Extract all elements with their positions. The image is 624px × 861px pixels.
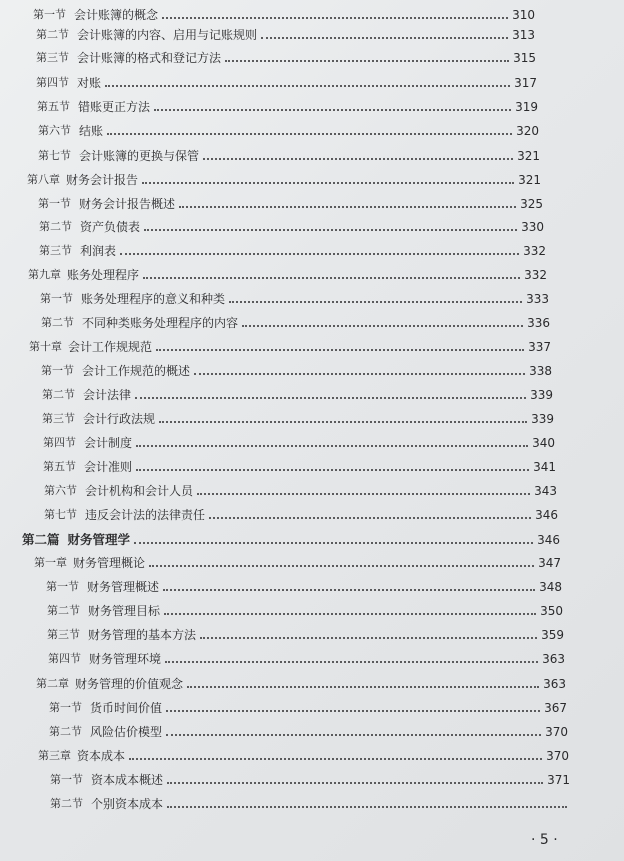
dot-leader [225, 60, 509, 62]
dot-leader [135, 397, 526, 399]
toc-entry-number: 第二篇 [22, 532, 60, 547]
toc-entry-number: 第一节 [49, 701, 82, 714]
toc-entry-page: 339 [530, 388, 553, 402]
toc-entry-section [37, 94, 538, 114]
toc-entry-section [43, 454, 556, 474]
toc-entry-section [36, 22, 535, 42]
toc-entry-number: 第三节 [36, 51, 69, 64]
toc-entry-page: 321 [517, 149, 540, 163]
toc-entry-number: 第二节 [50, 797, 83, 810]
dot-leader [187, 686, 539, 688]
toc-entry-title: 会计法律 [83, 388, 132, 402]
toc-entry-number: 第三节 [39, 244, 72, 257]
toc-entry-title: 财务管理概论 [73, 556, 146, 570]
toc-entry-part [22, 527, 560, 547]
toc-entry-number: 第一节 [33, 8, 66, 21]
dot-leader [149, 565, 534, 567]
toc-entry-section [46, 574, 562, 594]
dot-leader [162, 17, 508, 19]
toc-entry-title: 个别资本成本 [91, 797, 164, 811]
toc-entry-number: 第一节 [46, 580, 79, 593]
toc-entry-title: 财务管理学 [67, 532, 131, 547]
toc-entry-title: 财务会计报告概述 [79, 197, 176, 211]
toc-entry-page: 317 [514, 76, 537, 90]
dot-leader [167, 782, 543, 784]
toc-entry-number: 第二节 [41, 316, 74, 329]
toc-entry-page: 333 [526, 292, 549, 306]
toc-entry-page: 350 [540, 604, 563, 618]
toc-entry-section [48, 646, 565, 666]
toc-entry-page: 371 [547, 773, 570, 787]
toc-entry-section [38, 191, 543, 211]
toc-entry-page: 337 [528, 340, 551, 354]
toc-entry-number: 第二节 [36, 28, 69, 41]
toc-entry-title: 财务管理环境 [89, 652, 162, 666]
toc-entry-page: 325 [520, 197, 543, 211]
toc-entry-number: 第一节 [50, 773, 83, 786]
toc-entry-title: 会计账簿的格式和登记方法 [77, 51, 222, 65]
toc-entry-section [39, 238, 546, 258]
toc-entry-title: 会计工作规范的概述 [82, 364, 191, 378]
toc-entry-section [49, 695, 567, 715]
toc-entry-title: 会计制度 [84, 436, 133, 450]
toc-entry-number: 第十章 [29, 340, 62, 353]
toc-entry-section [40, 286, 549, 306]
toc-entry-page: 340 [532, 436, 555, 450]
toc-entry-section [42, 406, 554, 426]
toc-entry-page: 359 [541, 628, 564, 642]
toc-entry-title: 会计准则 [84, 460, 133, 474]
toc-entry-number: 第一节 [41, 364, 74, 377]
toc-entry-title: 财务管理目标 [88, 604, 161, 618]
dot-leader [194, 373, 525, 375]
toc-entry-section [36, 70, 537, 90]
toc-entry-title: 利润表 [80, 244, 117, 258]
toc-entry-title: 财务会计报告 [66, 173, 139, 187]
toc-entry-page: 347 [538, 556, 561, 570]
toc-entry-title: 会计账簿的更换与保管 [79, 149, 200, 163]
toc-entry-section [41, 310, 550, 330]
toc-entry-number: 第七节 [44, 508, 77, 521]
dot-leader [154, 109, 511, 111]
dot-leader [142, 182, 514, 184]
toc-entry-title: 对账 [77, 76, 102, 90]
dot-leader [134, 542, 533, 544]
dot-leader [197, 493, 530, 495]
toc-entry-chapter [27, 167, 541, 187]
toc-entry-page: 321 [518, 173, 541, 187]
toc-entry-page: 346 [537, 533, 560, 547]
toc-entry-number: 第七节 [38, 149, 71, 162]
dot-leader [159, 421, 527, 423]
dot-leader [167, 806, 567, 808]
toc-entry-page: 348 [539, 580, 562, 594]
toc-entry-section [44, 502, 558, 522]
toc-entry-section [33, 2, 535, 22]
dot-leader [200, 637, 537, 639]
toc-entry-chapter [34, 550, 561, 570]
dot-leader [166, 710, 540, 712]
dot-leader [163, 589, 535, 591]
toc-entry-title: 账务处理程序 [67, 268, 140, 282]
toc-entry-title: 财务管理的价值观念 [75, 677, 184, 691]
toc-entry-chapter [29, 334, 551, 354]
toc-entry-number: 第三节 [47, 628, 80, 641]
dot-leader [203, 158, 513, 160]
toc-entry-number: 第六节 [44, 484, 77, 497]
toc-entry-number: 第一节 [40, 292, 73, 305]
toc-entry-page: 343 [534, 484, 557, 498]
toc-entry-chapter [36, 671, 566, 691]
toc-entry-title: 会计行政法规 [83, 412, 156, 426]
dot-leader [107, 133, 512, 135]
toc-entry-title: 错账更正方法 [78, 100, 151, 114]
toc-entry-title: 风险估价模型 [90, 725, 163, 739]
dot-leader [165, 661, 538, 663]
dot-leader [136, 445, 528, 447]
toc-entry-section [43, 430, 555, 450]
toc-entry-section [44, 478, 557, 498]
toc-entry-page: 319 [515, 100, 538, 114]
toc-entry-title: 资本成本 [77, 749, 126, 763]
toc-entry-title: 财务管理概述 [87, 580, 160, 594]
dot-leader [209, 517, 531, 519]
toc-entry-title: 会计机构和会计人员 [85, 484, 194, 498]
toc-entry-title: 资产负债表 [80, 220, 141, 234]
toc-entry-section [39, 214, 544, 234]
toc-entry-number: 第二节 [39, 220, 72, 233]
toc-entry-title: 资本成本概述 [91, 773, 164, 787]
toc-entry-page: 315 [513, 51, 536, 65]
toc-entry-number: 第三章 [38, 749, 71, 762]
toc-entry-page: 370 [545, 725, 568, 739]
toc-entry-page: 363 [542, 652, 565, 666]
dot-leader [164, 613, 536, 615]
toc-entry-number: 第二节 [49, 725, 82, 738]
toc-entry-number: 第三节 [42, 412, 75, 425]
toc-entry-page: 339 [531, 412, 554, 426]
toc-entry-number: 第八章 [27, 173, 60, 186]
toc-entry-title: 结账 [79, 124, 104, 138]
dot-leader [179, 206, 516, 208]
toc-entry-title: 会计账簿的概念 [74, 8, 159, 22]
toc-entry-page: 367 [544, 701, 567, 715]
toc-entry-title: 账务处理程序的意义和种类 [81, 292, 226, 306]
page-number: · 5 · [531, 832, 558, 848]
toc-entry-page: 313 [512, 28, 535, 42]
toc-entry-title: 会计账簿的内容、启用与记账规则 [77, 28, 258, 42]
dot-leader [229, 301, 522, 303]
dot-leader [120, 253, 519, 255]
toc-entry-page: 336 [527, 316, 550, 330]
dot-leader [261, 37, 508, 39]
toc-entry-page: 341 [533, 460, 556, 474]
toc-entry-section [47, 598, 563, 618]
toc-entry-page: 330 [521, 220, 544, 234]
toc-entry-number: 第五节 [37, 100, 70, 113]
toc-entry-page: 370 [546, 749, 569, 763]
toc-entry-section [36, 45, 536, 65]
toc-entry-title: 货币时间价值 [90, 701, 163, 715]
toc-entry-page: 332 [524, 268, 547, 282]
toc-entry-title: 不同种类账务处理程序的内容 [82, 316, 239, 330]
toc-entry-number: 第一节 [38, 197, 71, 210]
toc-entry-section [50, 791, 571, 811]
toc-entry-page: 332 [523, 244, 546, 258]
dot-leader [156, 349, 524, 351]
toc-entry-title: 会计工作规规范 [68, 340, 153, 354]
toc-entry-number: 第二章 [36, 677, 69, 690]
toc-entry-number: 第六节 [38, 124, 71, 137]
toc-entry-number: 第四节 [36, 76, 69, 89]
toc-entry-number: 第四节 [48, 652, 81, 665]
toc-entry-number: 第二节 [47, 604, 80, 617]
dot-leader [242, 325, 523, 327]
toc-entry-number: 第一章 [34, 556, 67, 569]
toc-entry-title: 违反会计法的法律责任 [85, 508, 206, 522]
toc-entry-number: 第二节 [42, 388, 75, 401]
dot-leader [129, 758, 542, 760]
toc-entry-number: 第四节 [43, 436, 76, 449]
dot-leader [166, 734, 541, 736]
dot-leader [143, 277, 520, 279]
toc-entry-page: 310 [512, 8, 535, 22]
toc-entry-section [41, 358, 552, 378]
toc-entry-page: 320 [516, 124, 539, 138]
toc-entry-section [50, 767, 570, 787]
toc-entry-page: 363 [543, 677, 566, 691]
toc-entry-section [42, 382, 553, 402]
toc-entry-page: 338 [529, 364, 552, 378]
toc-entry-title: 财务管理的基本方法 [88, 628, 197, 642]
dot-leader [105, 85, 510, 87]
toc-entry-section [38, 143, 540, 163]
dot-leader [136, 469, 529, 471]
toc-entry-chapter [38, 743, 569, 763]
toc-entry-section [49, 719, 568, 739]
toc-entry-number: 第九章 [28, 268, 61, 281]
toc-entry-section [47, 622, 564, 642]
toc-entry-section [38, 118, 539, 138]
toc-entry-chapter [28, 262, 547, 282]
toc-entry-number: 第五节 [43, 460, 76, 473]
dot-leader [144, 229, 517, 231]
toc-entry-page: 346 [535, 508, 558, 522]
